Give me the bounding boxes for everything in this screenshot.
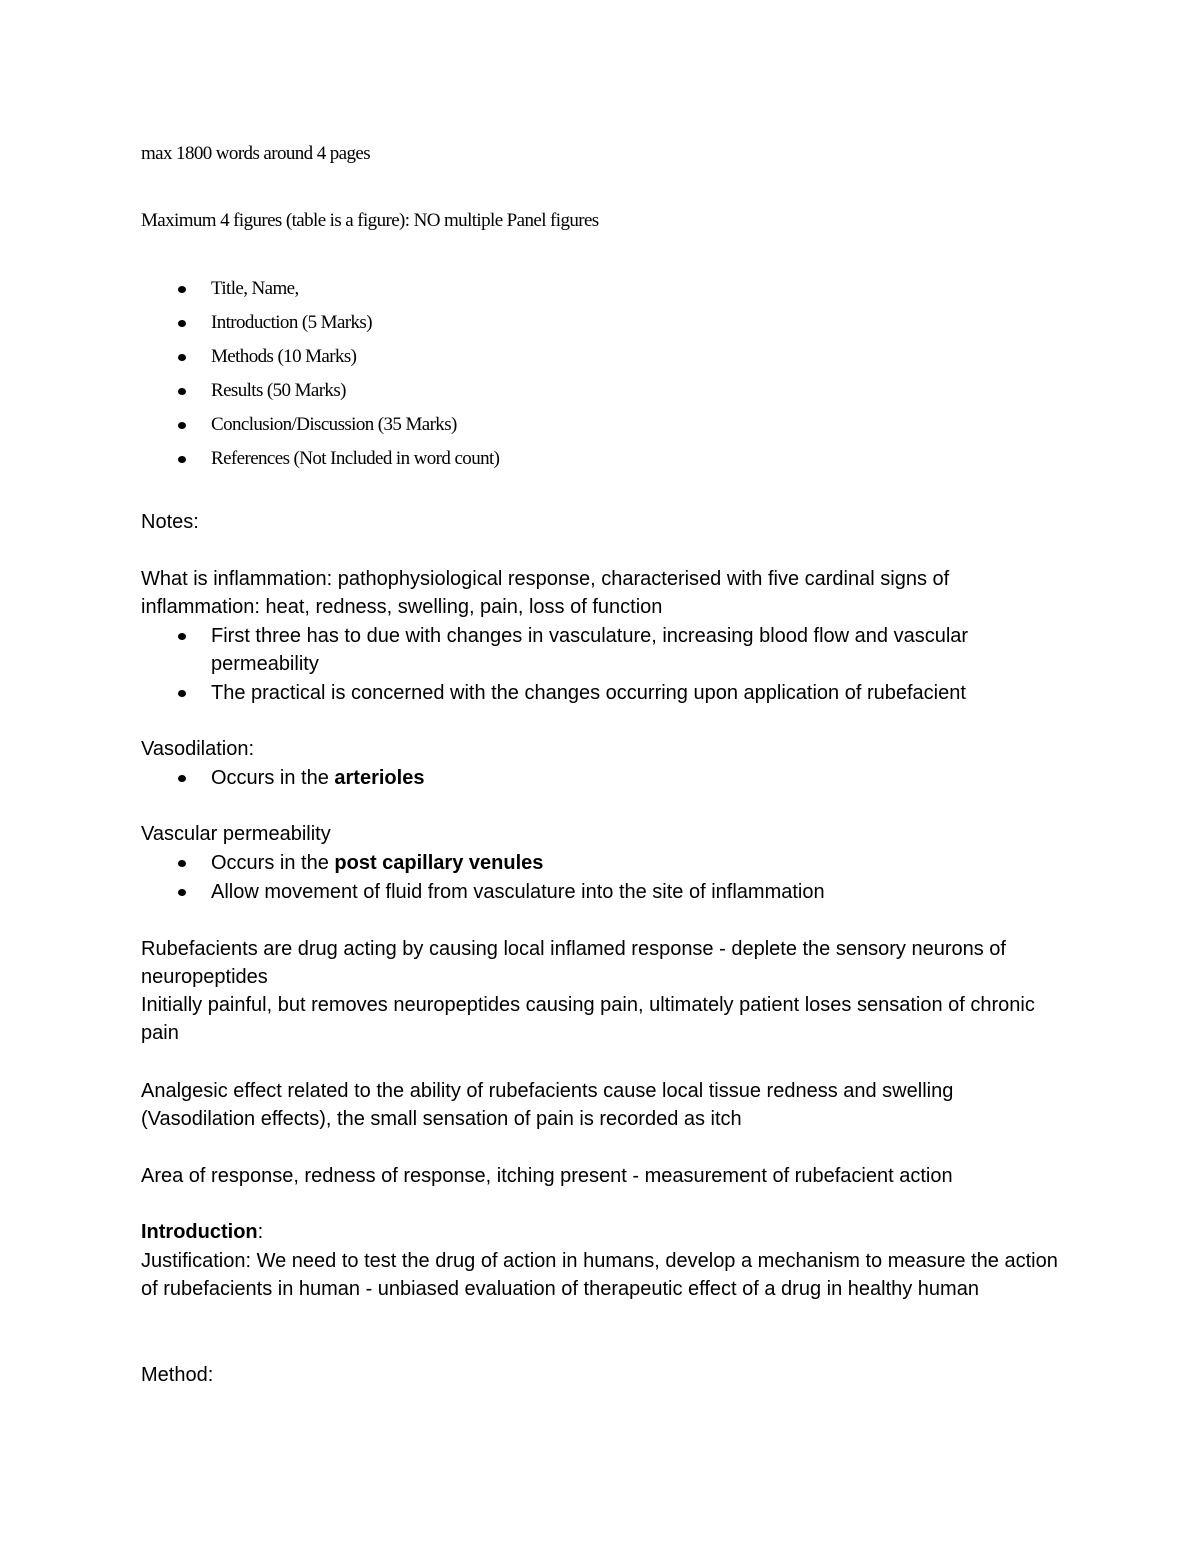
permeability-heading: Vascular permeability: [141, 823, 331, 845]
bullet-icon: [178, 690, 186, 697]
inflammation-definition: What is inflammation: pathophysiological response, characterised with five cardinal signs of inflammation: heat, redness, swelling, pain, loss of function: [141, 568, 950, 619]
list-item-text: [211, 849, 543, 877]
arterioles-emphasis: arterioles: [334, 767, 425, 789]
method-heading: Method:: [141, 1364, 214, 1386]
list-item-text: Introduction (5 Marks): [211, 312, 372, 333]
bullet-icon: [178, 320, 186, 327]
introduction-heading-bold: Introduction: [141, 1221, 258, 1243]
list-item-text: Title, Name,: [211, 278, 299, 299]
list-item-text: References (Not Included in word count): [211, 448, 500, 469]
rubefacients-paragraph: Rubefacients are drug acting by causing local inflamed response - deplete the sensory neurons of neuropeptides: [141, 938, 1006, 989]
introduction-heading-colon: :: [257, 1221, 264, 1243]
figures-rule-text: Maximum 4 figures (table is a figure): NO multiple Panel figures: [141, 210, 599, 231]
list-item-text: Allow movement of fluid from vasculature into the site of inflammation: [211, 881, 825, 903]
list-item-text: Results (50 Marks): [211, 380, 346, 401]
word-limit-text: max 1800 words around 4 pages: [141, 143, 371, 164]
bullet-icon: [178, 388, 186, 395]
bullet-icon: [178, 354, 186, 361]
list-item-text: Methods (10 Marks): [211, 346, 357, 367]
analgesic-paragraph: Analgesic effect related to the ability of rubefacients cause local tissue redness and swelling (Vasodilation effects), the small sensation of pain is recorded as itch: [141, 1080, 954, 1131]
list-item-text: The practical is concerned with the changes occurring upon application of rubefacient: [211, 682, 966, 704]
notes-heading: Notes:: [141, 511, 199, 533]
area-paragraph: Area of response, redness of response, itching present - measurement of rubefacient action: [141, 1165, 953, 1187]
bullet-icon: [178, 775, 186, 782]
bullet-icon: [178, 422, 186, 429]
venules-emphasis: post capillary venules: [334, 852, 544, 874]
vasodilation-heading: Vasodilation:: [141, 738, 255, 760]
list-item-text: Conclusion/Discussion (35 Marks): [211, 414, 457, 435]
list-item-text: [211, 764, 424, 792]
occurs-prefix: Occurs in the: [211, 852, 335, 874]
occurs-prefix: Occurs in the: [211, 767, 335, 789]
bullet-icon: [178, 889, 186, 896]
justification-paragraph: Justification: We need to test the drug of action in humans, develop a mechanism to measure the action of rubefacients in human - unbiased evaluation of therapeutic effect of a drug in healthy human: [141, 1250, 1058, 1301]
bullet-icon: [178, 633, 186, 640]
bullet-icon: [178, 286, 186, 293]
bullet-icon: [178, 860, 186, 867]
rubefacients-pain-paragraph: Initially painful, but removes neuropeptides causing pain, ultimately patient loses sensation of chronic pain: [141, 994, 1035, 1045]
list-item-text: First three has to due with changes in vasculature, increasing blood flow and vascular permeability: [211, 625, 969, 676]
introduction-heading: [141, 1218, 263, 1246]
bullet-icon: [178, 456, 186, 463]
